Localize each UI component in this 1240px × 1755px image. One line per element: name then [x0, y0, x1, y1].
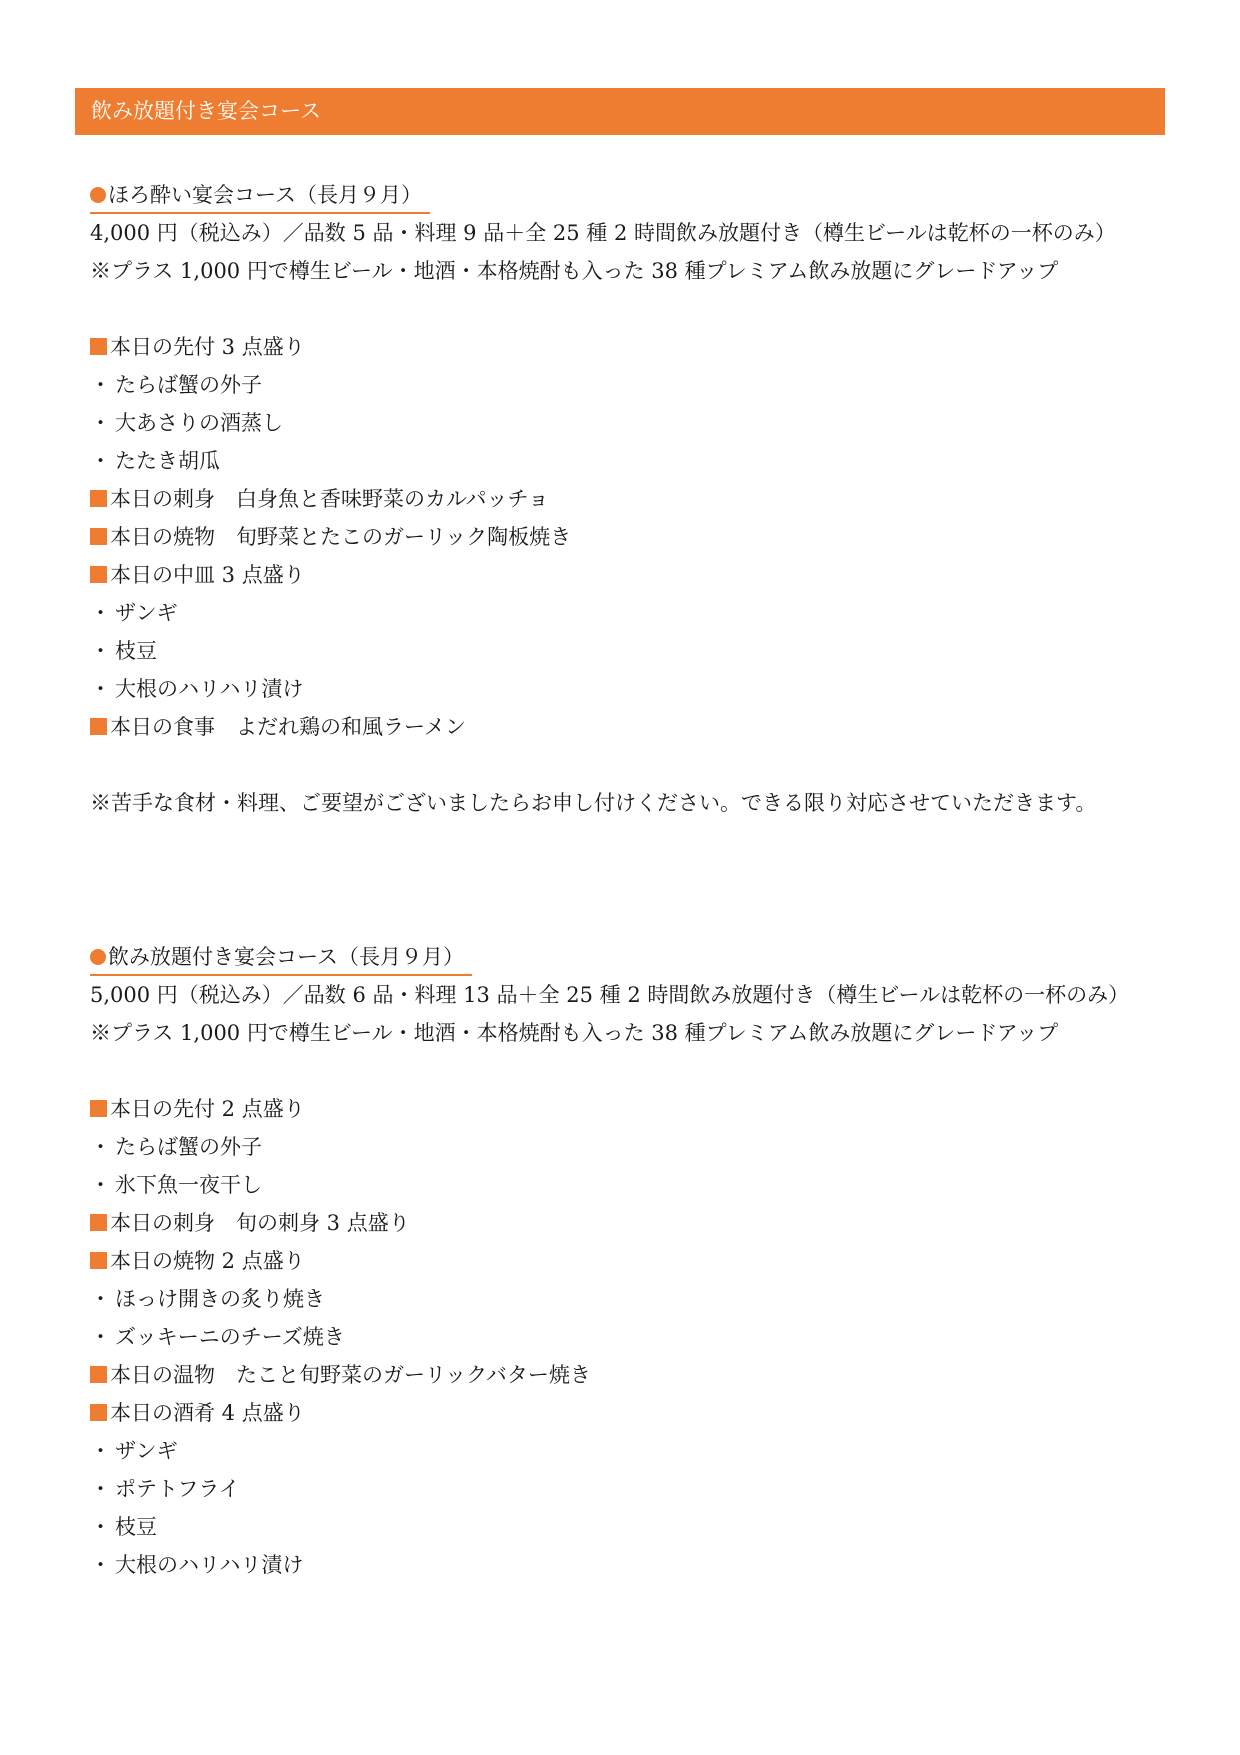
menu-category	[90, 708, 1160, 746]
menu-category-label: 本日の焼物 旬野菜とたこのガーリック陶板焼き	[110, 525, 572, 549]
menu-item	[90, 404, 1160, 442]
menu-item-label: ズッキーニのチーズ焼き	[115, 1325, 345, 1349]
menu-item	[90, 366, 1160, 404]
menu-item-label: 枝豆	[115, 639, 157, 663]
course-heading-row	[90, 938, 1160, 976]
menu-category	[90, 518, 1160, 556]
course-upgrade-note: ※プラス 1,000 円で樽生ビール・地酒・本格焼酎も入った 38 種プレミアム飲み放題にグレードアップ	[90, 1021, 1059, 1045]
banner-title: 飲み放題付き宴会コース	[91, 99, 321, 123]
bullet-icon: ・	[90, 601, 111, 625]
menu-category-label: 本日の先付 3 点盛り	[110, 335, 305, 359]
course-nomihoudai	[90, 938, 1160, 1584]
menu-item-label: 大根のハリハリ漬け	[115, 1553, 304, 1577]
orange-square-icon	[90, 566, 107, 583]
course-price: 5,000 円（税込み）／品数 6 品・料理 13 品＋全 25 種 2 時間飲み放題付き（樽生ビールは乾杯の一杯のみ）	[90, 983, 1130, 1007]
course-price: 4,000 円（税込み）／品数 5 品・料理 9 品＋全 25 種 2 時間飲み放題付き（樽生ビールは乾杯の一杯のみ）	[90, 221, 1116, 245]
menu-item-label: ポテトフライ	[115, 1477, 240, 1501]
orange-square-icon	[90, 338, 107, 355]
menu-item-label: たたき胡瓜	[115, 449, 220, 473]
orange-square-icon	[90, 718, 107, 735]
bullet-icon: ・	[90, 449, 111, 473]
menu-category-label: 本日の刺身 白身魚と香味野菜のカルパッチョ	[110, 487, 549, 511]
menu-item	[90, 1546, 1160, 1584]
bullet-icon: ・	[90, 1477, 111, 1501]
bullet-icon: ・	[90, 1553, 111, 1577]
orange-circle-icon	[90, 949, 106, 965]
bullet-icon: ・	[90, 1325, 111, 1349]
course-footnote: ※苦手な食材・料理、ご要望がございましたらお申し付けください。できる限り対応させていただきます。	[90, 791, 1097, 815]
course-heading	[90, 940, 472, 976]
course-title: 飲み放題付き宴会コース（長月９月）	[108, 945, 464, 969]
menu-item	[90, 1318, 1160, 1356]
menu-category-label: 本日の刺身 旬の刺身 3 点盛り	[110, 1211, 410, 1235]
menu-category	[90, 480, 1160, 518]
menu-item	[90, 1166, 1160, 1204]
menu-item-label: たらば蟹の外子	[115, 373, 262, 397]
orange-circle-icon	[90, 187, 106, 203]
menu-category-label: 本日の先付 2 点盛り	[110, 1097, 305, 1121]
menu-item	[90, 1470, 1160, 1508]
orange-square-icon	[90, 1404, 107, 1421]
menu-category	[90, 1242, 1160, 1280]
menu-item-label: 大根のハリハリ漬け	[115, 677, 304, 701]
bullet-icon: ・	[90, 1135, 111, 1159]
menu-item-label: 氷下魚一夜干し	[115, 1173, 262, 1197]
menu-item	[90, 670, 1160, 708]
menu-item	[90, 1432, 1160, 1470]
course-upgrade-note: ※プラス 1,000 円で樽生ビール・地酒・本格焼酎も入った 38 種プレミアム飲み放題にグレードアップ	[90, 259, 1059, 283]
menu-item-label: ほっけ開きの炙り焼き	[115, 1287, 325, 1311]
menu-category-label: 本日の中皿 3 点盛り	[110, 563, 305, 587]
orange-square-icon	[90, 1214, 107, 1231]
bullet-icon: ・	[90, 639, 111, 663]
menu-item	[90, 442, 1160, 480]
menu-item-label: ザンギ	[115, 1439, 178, 1463]
menu-category	[90, 1394, 1160, 1432]
orange-square-icon	[90, 1366, 107, 1383]
bullet-icon: ・	[90, 1439, 111, 1463]
course-heading	[90, 178, 430, 214]
menu-item	[90, 594, 1160, 632]
menu-category-label: 本日の食事 よだれ鶏の和風ラーメン	[110, 715, 466, 739]
menu-item-label: たらば蟹の外子	[115, 1135, 262, 1159]
orange-square-icon	[90, 1100, 107, 1117]
menu-item	[90, 632, 1160, 670]
bullet-icon: ・	[90, 373, 111, 397]
menu-category	[90, 1090, 1160, 1128]
menu-category	[90, 556, 1160, 594]
menu-category	[90, 328, 1160, 366]
bullet-icon: ・	[90, 1515, 111, 1539]
section-banner	[75, 88, 1165, 135]
menu-category	[90, 1204, 1160, 1242]
menu-category-label: 本日の温物 たこと旬野菜のガーリックバター焼き	[110, 1363, 591, 1387]
menu-item-label: 枝豆	[115, 1515, 157, 1539]
menu-item	[90, 1508, 1160, 1546]
menu-item-label: 大あさりの酒蒸し	[115, 411, 283, 435]
course-title: ほろ酔い宴会コース（長月９月）	[108, 183, 422, 207]
bullet-icon: ・	[90, 411, 111, 435]
bullet-icon: ・	[90, 1173, 111, 1197]
bullet-icon: ・	[90, 677, 111, 701]
orange-square-icon	[90, 1252, 107, 1269]
menu-item	[90, 1280, 1160, 1318]
menu-item	[90, 1128, 1160, 1166]
menu-category-label: 本日の酒肴 4 点盛り	[110, 1401, 305, 1425]
course-horoyoi	[90, 176, 1160, 822]
course-heading-row	[90, 176, 1160, 214]
bullet-icon: ・	[90, 1287, 111, 1311]
menu-category-label: 本日の焼物 2 点盛り	[110, 1249, 305, 1273]
orange-square-icon	[90, 490, 107, 507]
menu-category	[90, 1356, 1160, 1394]
menu-item-label: ザンギ	[115, 601, 178, 625]
orange-square-icon	[90, 528, 107, 545]
